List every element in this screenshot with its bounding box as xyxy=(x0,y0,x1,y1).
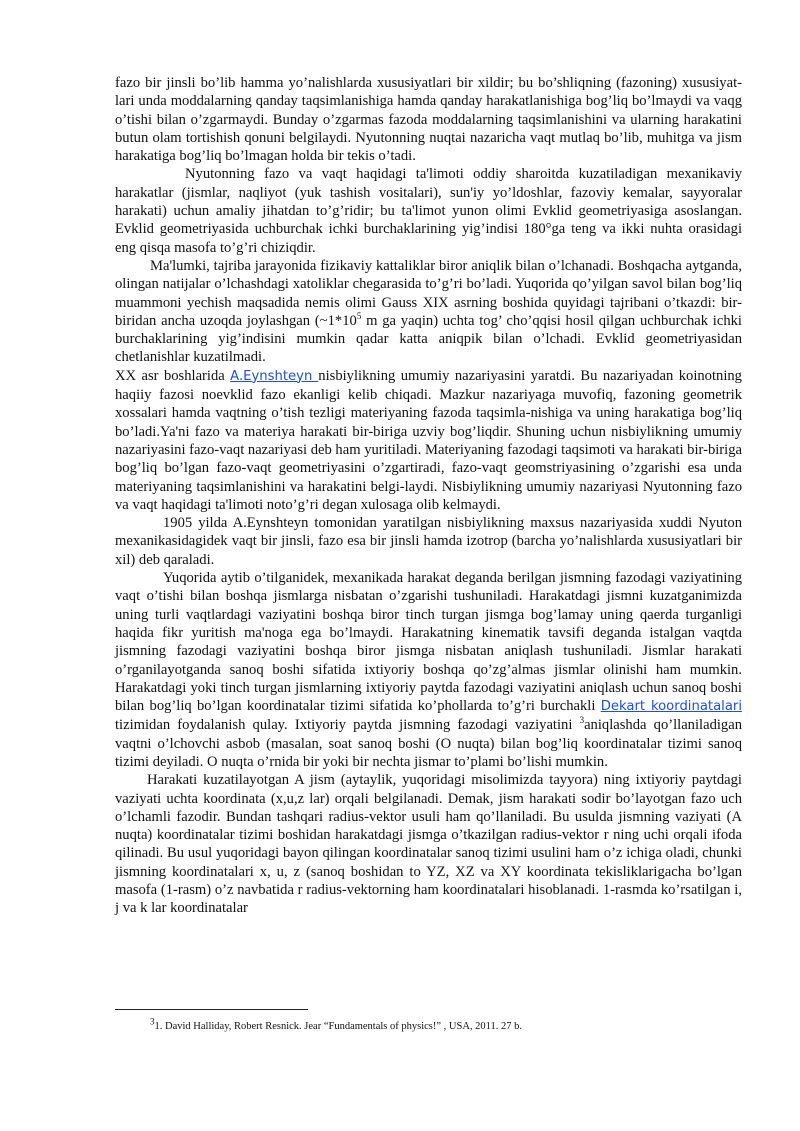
paragraph-2-text: Nyutonning fazo va vaqt haqidagi ta'limoti oddiy sharoitda kuzatiladigan mexanikaviy harakatlar (jismlar, naqliyot (yuk tashish vositalari), sun'iy yo’ldoshlar, fazoviy kemalar, sayyoralar harakati) uchun amaliy jihatdan to’g’ridir; bu ta'limot yunon olimi Evklid geometriyasiga asoslangan. Evklid geometriyasida uchburchak ichki burchaklarining yig’indisi 180°ga teng va ikki nuhta orasidagi eng qisqa masofa to’g’ri chiziqdir. xyxy=(115,166,742,256)
paragraph-3-text-a: Ma'lumki, tajriba jarayonida fizikaviy kattaliklar biror aniqlik bilan o’lchanadi. Boshqacha aytganda, olingan natijalar o’lchashdagi xatoliklar chegarasida to’g’ri bo’ladi. Yuqorida qo’yilgan savol bilan bog’liq muammoni yechish maqsadida nemis olimi Gauss XIX asrning boshida quyidagi tajribani o’tkazdi: bir-biridan ancha uzoqda joylashgan (~1*10 xyxy=(115,257,742,329)
paragraph-3-text-b: m ga yaqin) uchta tog’ cho’qqisi hosil qilgan uchburchak ichki burchaklarining yig’indisini mumkin qadar katta aniqpik bilan o’lchadi. Evklid geometriyasidan chetlanishlar kuzatilmadi. xyxy=(115,312,742,366)
paragraph-5 xyxy=(115,514,742,569)
einstein-link[interactable]: A.Eynshteyn xyxy=(230,368,319,384)
body-text xyxy=(115,74,742,918)
paragraph-6-text-a: Yuqorida aytib o’tilganidek, mexanikada harakat deganda berilgan jismning fazodagi vaziyatining vaqt o’tishi bilan boshqa jismlarga nisbatan o’zgarishi tushuniladi. Harakatdagi jismni kuzatganimizda uning turli vaqtlardagi vaziyatini boshqa biror tinch turgan jismga bog’lamay uning qaerda turganligi haqida fikr yuritish ma'noga ega bo’lmaydi. Harakatning kinematik tavsifi deganda istalgan vaqtda jismning fazodagi vaziyatini boshqa biror jismga nisbatan aniqlash tushuniladi. Jismlar harakati o’rganilayotganda sanoq boshi sifatida ixtiyoriy boshqa qo’zg’almas jismlar olinishi ham mumkin. Harakatdagi yoki tinch turgan jismlarning ixtiyoriy paytda fazodagi vaziyatini aniqlash uchun sanoq boshi bilan bog’liq bo’lgan koordinatalar tizimi sifatida ko’phollarda to’g’ri burchakli xyxy=(115,570,742,715)
superscript-exponent: 5 xyxy=(356,311,362,321)
paragraph-5-text: 1905 yilda A.Eynshteyn tomonidan yaratilgan nisbiylikning maxsus nazariyasida xuddi Nyuton mexanikasidagidek vaqt bir jinsli, fazo esa bir jinsli hamda izotrop (barcha yo’nalishlarda xususiyatlari bir xil) deb qaraladi. xyxy=(115,515,742,568)
paragraph-6-text-c: aniqlashda qo’llaniladigan vaqtni o’lchovchi asbob (masalan, soat sanoq boshi (O nuqta) bilan bog’liq koordinatalar tizimi sanoq tizimi deyiladi. O nuqta o’rnida bir yoki bir nechta jismar to’plami bo’lishi mumkin. xyxy=(115,717,742,770)
paragraph-1-text: fazo bir jinsli bo’lib hamma yo’nalishlarda xususiyatlari bir xildir; bu bo’shliqning (fazoning) xususiyat-lari unda moddalarning qanday taqsimlanishiga hamda qanday harakatlanishiga bog’liq bo’lmaydi va vaqg o’tishi bilan o’zgarmaydi. Bunday o’zgarmas fazoda moddalarning taqsimlanishini va ularning harakatini butun olam tortishish qonuni belgilaydi. Nyutonning nuqtai nazaricha vaqt mutlaq bo’lib, muhitga va jism harakatiga bog’liq bo’lmagan holda bir tekis o’tadi. xyxy=(115,75,742,165)
paragraph-4-text-b: nisbiylikning umumiy nazariyasini yaratdi. Bu nazariyadan koinotning haqiiy fazosi noevklid fazo ekanligi kelib chiqadi. Mazkur nazariyaga muvofiq, fazoning geometrik xossalari hamda vaqtning o’tish tezligi materiyaning fazoda taqsimla-nishiga va uning harakatiga bog’liq bo’ladi.Ya'ni fazo va materiya harakati bir-biriga uzviy bog’liqdir. Shuning uchun nisbiylikning umumiy nazariyasini fazo-vaqt nazariyasi deb ham yuritiladi. Materiyaning fazodagi taqsimoti va harakati bir-biriga bog’liq bo’lgan fazo-vaqt geometriyasini o’zgartiradi, fazo-vaqt geomstriyasining o’zgarishi esa unda materiyaning taqsimlanishini va harakatini belgi-laydi. Nisbiylikning umumiy nazariyasi Nyutonning fazo va vaqt haqidagi ta'limoti noto’g’ri degan xulosaga olib kelmaydi. xyxy=(115,367,742,513)
paragraph-6-text-b: tizimidan foydalanish qulay. Ixtiyoriy paytda jismning fazodagi vaziyatini xyxy=(115,717,580,734)
footnote-marker: 3 xyxy=(150,1016,155,1027)
footnote-reference[interactable]: 3 xyxy=(579,715,585,726)
paragraph-1 xyxy=(115,74,742,165)
paragraph-2 xyxy=(115,165,742,256)
footnote-divider xyxy=(115,1009,308,1010)
paragraph-7 xyxy=(115,771,742,917)
paragraph-6 xyxy=(115,569,742,771)
paragraph-4 xyxy=(115,367,742,514)
footnote-text: 1. David Halliday, Robert Resnick. Jear “Fundamentals of physics!” , USA, 2011. 27 b. xyxy=(154,1021,523,1032)
footnote xyxy=(150,1016,750,1034)
paragraph-7-text: Harakati kuzatilayotgan A jism (aytaylik, yuqoridagi misolimizda tayyora) ning ixtiyoriy paytdagi vaziyati uchta koordinata (x,u,z lar) orqali belgilanadi. Demak, jism harakati sodir bo’layotgan fazo uch o’lchamli fazodir. Bundan tashqari radius-vektor usuli ham qo’llaniladi. Bu usulda jismning vaziyati (A nuqta) koordinatalar tizimi boshidan harakatdagi jismga o’tkazilgan radius-vektor r ning uchi orqali ifoda qilinadi. Bu usul yuqoridagi bayon qilingan koordinatalar sanoq tizimi usulini ham o’z ichiga oladi, chunki jismning koordinatalari x, u, z (sanoq boshidan to YZ, XZ va XY koordinata tekisliklarigacha bo’lgan masofa (1-rasm) o’z navbatida r radius-vektorning ham koordinatalari hisoblanadi. 1-rasmda ko’rsatilgan i, j va k lar koordinatalar xyxy=(115,772,742,917)
paragraph-3 xyxy=(115,257,742,367)
dekart-link[interactable]: Dekart koordinatalari xyxy=(600,699,742,715)
paragraph-4-text-a: XX asr boshlarida xyxy=(115,367,231,384)
